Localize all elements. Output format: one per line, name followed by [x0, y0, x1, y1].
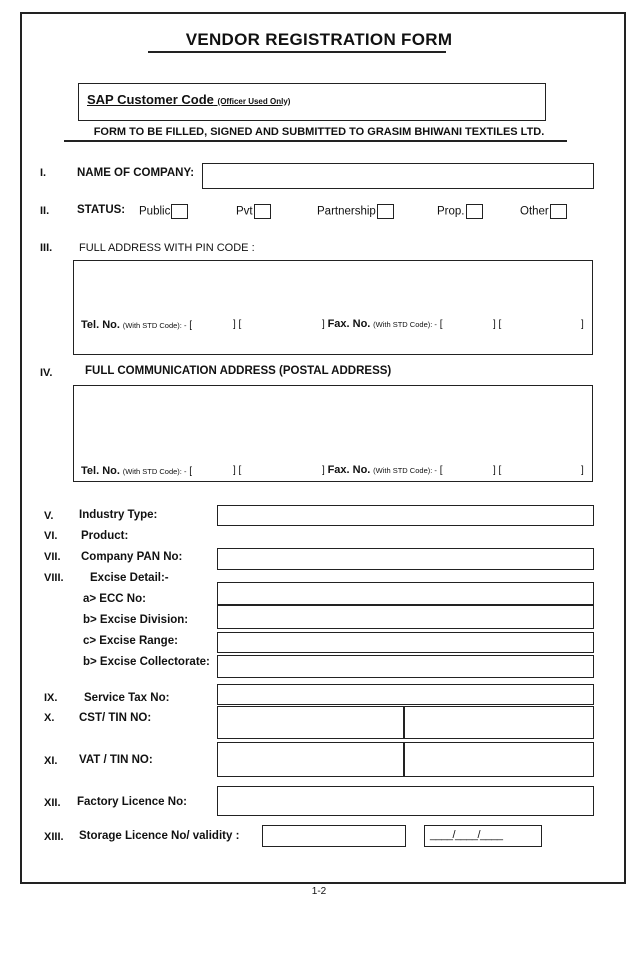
factory-licence-label: Factory Licence No:: [77, 796, 187, 808]
company-pan-field[interactable]: [217, 548, 594, 570]
ecc-no-label: a> ECC No:: [83, 593, 146, 605]
vat-tin-field[interactable]: [217, 742, 594, 777]
status-option-pvt[interactable]: [236, 204, 271, 219]
status-public-label: Public: [139, 205, 171, 218]
tel-label: Tel. No.: [81, 319, 120, 331]
company-name-label: NAME OF COMPANY:: [77, 167, 195, 179]
company-pan-label: Company PAN No:: [81, 551, 183, 563]
comm-fax-bracket-mid: ] [: [493, 465, 502, 476]
vat-tin-label: VAT / TIN NO:: [79, 754, 153, 766]
address-fax-bracket-mid: ] [: [493, 319, 502, 330]
section-number-vii: VII.: [44, 551, 61, 563]
fax-bracket-close: ]: [322, 319, 325, 330]
form-title: VENDOR REGISTRATION FORM: [185, 30, 453, 49]
title-underline: [148, 51, 446, 53]
status-prop-checkbox[interactable]: [466, 204, 483, 219]
page-number: 1-2: [311, 886, 327, 897]
fax-label: Fax. No.: [327, 318, 371, 330]
section-number-iii: III.: [40, 242, 53, 254]
communication-address-label: FULL COMMUNICATION ADDRESS (POSTAL ADDRESS): [85, 365, 392, 377]
section-number-ix: IX.: [44, 692, 58, 704]
address-tel-line: [81, 319, 192, 331]
storage-licence-label: Storage Licence No/ validity :: [79, 830, 240, 842]
status-pvt-checkbox[interactable]: [254, 204, 271, 219]
factory-licence-field[interactable]: [217, 786, 594, 816]
ecc-division-divider: [217, 604, 594, 606]
validity-date-placeholder: ____/____/____: [430, 829, 503, 841]
instruction-underline: [64, 140, 567, 142]
sap-customer-code-label: SAP Customer Code (Officer Used Only): [87, 92, 291, 107]
section-number-ii: II.: [40, 205, 50, 217]
section-number-vi: VI.: [44, 530, 58, 542]
excise-range-field[interactable]: [217, 632, 594, 653]
comm-fax-bracket-open: [: [439, 465, 443, 476]
comm-tel-label: Tel. No.: [81, 465, 120, 477]
storage-licence-field[interactable]: [262, 825, 406, 847]
comm-fax-line: [322, 464, 442, 476]
status-partnership-checkbox[interactable]: [377, 204, 394, 219]
industry-type-field[interactable]: [217, 505, 594, 526]
status-prop-label: Prop.: [437, 205, 465, 218]
excise-collectorate-field[interactable]: [217, 655, 594, 678]
comm-tel-bracket-mid: ] [: [233, 465, 242, 476]
section-number-xi: XI.: [44, 755, 58, 767]
status-option-partnership[interactable]: [317, 204, 394, 219]
industry-type-label: Industry Type:: [79, 509, 158, 521]
section-number-x: X.: [44, 712, 55, 724]
status-option-prop[interactable]: [437, 204, 483, 219]
vat-tin-divider: [403, 742, 405, 777]
comm-fax-bracket-close: ]: [581, 465, 584, 476]
comm-fax-bracket-close: ]: [322, 465, 325, 476]
address-fax-line: [322, 318, 442, 330]
cst-tin-label: CST/ TIN NO:: [79, 712, 152, 724]
status-option-other[interactable]: [520, 204, 567, 219]
comm-fax-label: Fax. No.: [327, 464, 371, 476]
service-tax-field[interactable]: [217, 684, 594, 705]
ecc-division-field-box[interactable]: [217, 582, 594, 629]
cst-tin-field[interactable]: [217, 706, 594, 739]
comm-tel-std-note: (With STD Code): -: [122, 467, 187, 476]
address-fax-bracket-close: ]: [581, 319, 584, 330]
excise-collectorate-label: b> Excise Collectorate:: [83, 656, 210, 668]
section-number-xii: XII.: [44, 797, 61, 809]
comm-tel-line: [81, 465, 192, 477]
status-other-label: Other: [520, 205, 549, 218]
status-other-checkbox[interactable]: [550, 204, 567, 219]
comm-tel-bracket-open: [: [189, 466, 193, 477]
status-partnership-label: Partnership: [317, 205, 376, 218]
form-instruction: FORM TO BE FILLED, SIGNED AND SUBMITTED TO GRASIM BHIWANI TEXTILES LTD.: [93, 126, 545, 138]
cst-tin-divider: [403, 706, 405, 739]
excise-detail-label: Excise Detail:-: [90, 572, 169, 584]
tel-bracket-open: [: [189, 320, 193, 331]
status-label: STATUS:: [77, 204, 126, 216]
section-number-xiii: XIII.: [44, 831, 64, 843]
tel-std-note: (With STD Code): -: [122, 321, 187, 330]
status-public-checkbox[interactable]: [171, 204, 188, 219]
section-number-i: I.: [40, 167, 47, 179]
excise-division-label: b> Excise Division:: [83, 614, 189, 626]
excise-range-label: c> Excise Range:: [83, 635, 178, 647]
status-option-public[interactable]: [139, 204, 188, 219]
comm-fax-std-note: (With STD Code): -: [373, 466, 437, 475]
company-name-field[interactable]: [202, 163, 594, 189]
full-address-label: FULL ADDRESS WITH PIN CODE :: [79, 242, 255, 254]
section-number-v: V.: [44, 510, 54, 522]
service-tax-label: Service Tax No:: [84, 692, 170, 704]
status-pvt-label: Pvt: [236, 205, 253, 218]
fax-std-note: (With STD Code): -: [373, 320, 437, 329]
fax-bracket-open: [: [439, 319, 443, 330]
full-address-field[interactable]: [73, 260, 593, 355]
section-number-iv: IV.: [40, 367, 53, 379]
address-tel-bracket-mid: ] [: [233, 319, 242, 330]
section-number-viii: VIII.: [44, 572, 64, 584]
product-label: Product:: [81, 530, 129, 542]
